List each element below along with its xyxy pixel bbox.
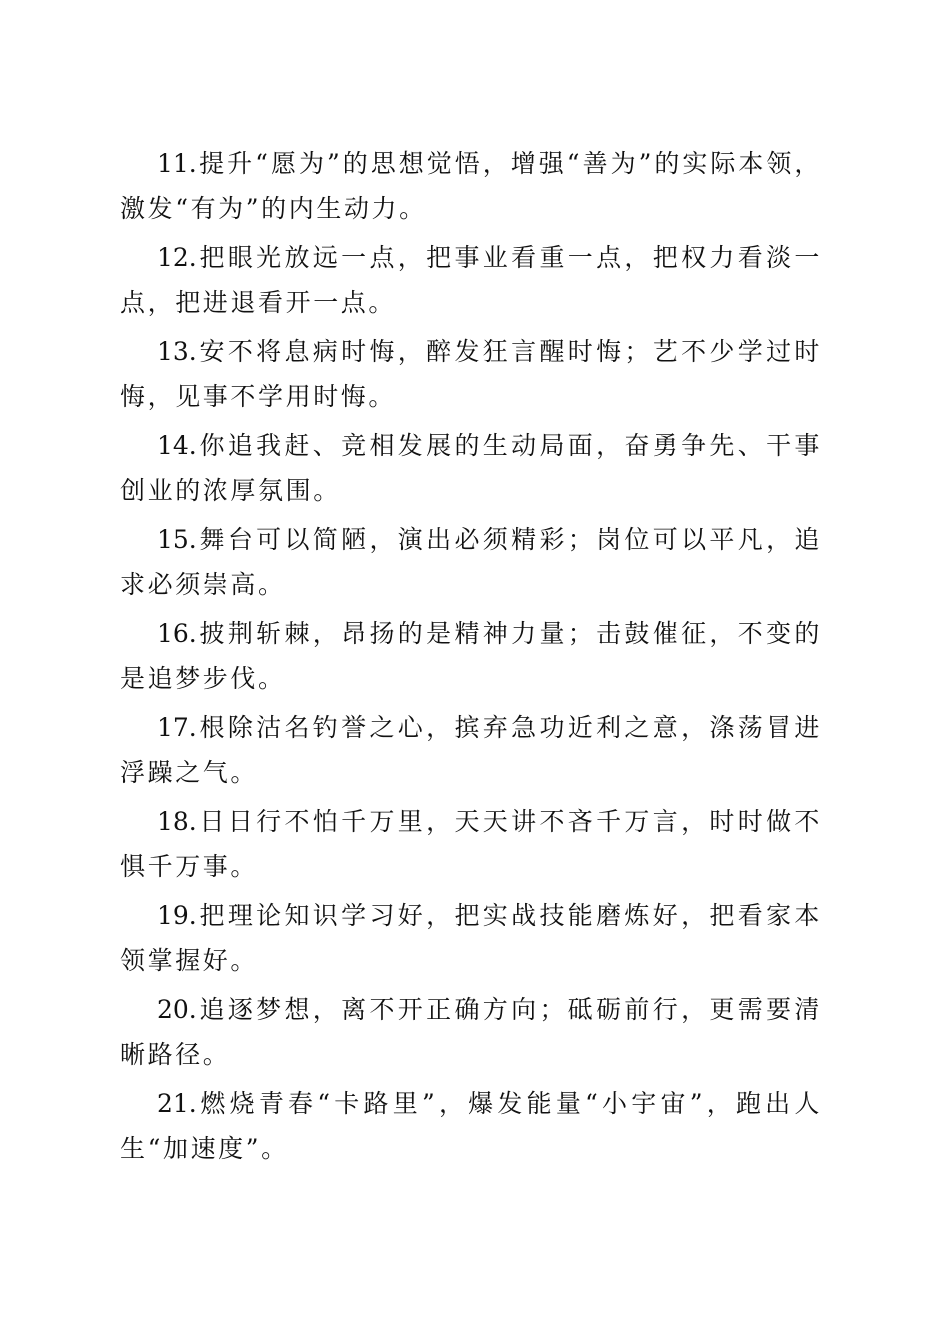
paragraph-18	[120, 799, 822, 889]
item-text: 燃烧青春“卡路里”，爆发能量“小宇宙”，跑出人生“加速度”。	[120, 1089, 822, 1163]
item-number: 11.	[157, 149, 197, 178]
item-number: 19.	[157, 901, 197, 930]
item-text: 追逐梦想，离不开正确方向；砥砺前行，更需要清晰路径。	[120, 995, 822, 1069]
paragraph-17	[120, 705, 822, 795]
item-number: 17.	[157, 713, 197, 742]
paragraph-13	[120, 329, 822, 419]
item-number: 12.	[157, 243, 197, 272]
paragraph-20	[120, 987, 822, 1077]
item-text: 提升“愿为”的思想觉悟，增强“善为”的实际本领，激发“有为”的内生动力。	[120, 149, 822, 223]
item-text: 舞台可以简陋，演出必须精彩；岗位可以平凡，追求必须崇高。	[120, 525, 822, 599]
item-text: 你追我赶、竞相发展的生动局面，奋勇争先、干事创业的浓厚氛围。	[120, 431, 822, 505]
paragraph-21	[120, 1081, 822, 1171]
paragraph-14	[120, 423, 822, 513]
paragraph-12	[120, 235, 822, 325]
item-text: 安不将息病时悔，醉发狂言醒时悔；艺不少学过时悔，见事不学用时悔。	[120, 337, 822, 411]
item-text: 日日行不怕千万里，天天讲不吝千万言，时时做不惧千万事。	[120, 807, 822, 881]
paragraph-11	[120, 141, 822, 231]
paragraph-19	[120, 893, 822, 983]
item-text: 把理论知识学习好，把实战技能磨炼好，把看家本领掌握好。	[120, 901, 822, 975]
item-number: 14.	[157, 431, 197, 460]
item-text: 根除沽名钓誉之心，摈弃急功近利之意，涤荡冒进浮躁之气。	[120, 713, 822, 787]
item-text: 把眼光放远一点，把事业看重一点，把权力看淡一点，把进退看开一点。	[120, 243, 822, 317]
paragraph-15	[120, 517, 822, 607]
item-number: 18.	[157, 807, 197, 836]
document-body	[120, 141, 822, 1175]
item-number: 15.	[157, 525, 197, 554]
item-number: 16.	[157, 619, 197, 648]
item-number: 13.	[157, 337, 197, 366]
item-number: 21.	[157, 1089, 197, 1118]
paragraph-16	[120, 611, 822, 701]
item-text: 披荆斩棘，昂扬的是精神力量；击鼓催征，不变的是追梦步伐。	[120, 619, 822, 693]
item-number: 20.	[157, 995, 197, 1024]
